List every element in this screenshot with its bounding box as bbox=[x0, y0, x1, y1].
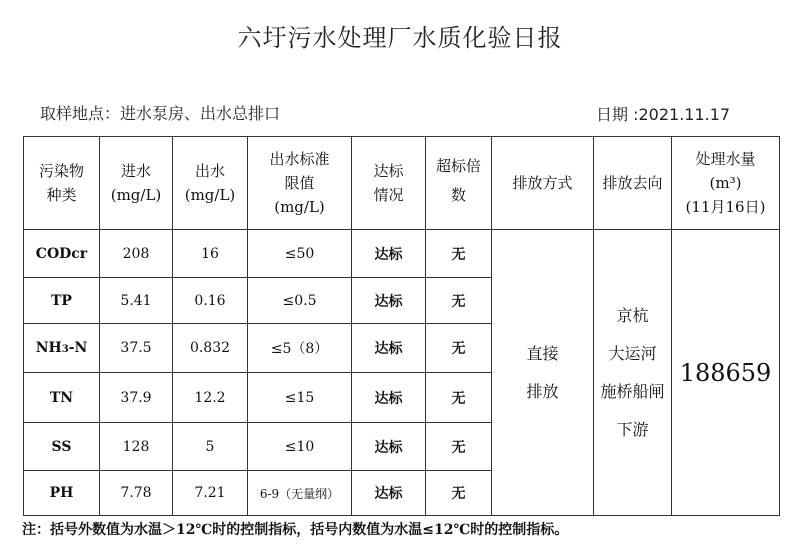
pollutant-name: CODcr bbox=[24, 230, 100, 278]
limit-value: ≤5（8） bbox=[248, 324, 352, 373]
report-date: 日期 :2021.11.17 bbox=[596, 105, 731, 124]
pollutant-name: TP bbox=[24, 278, 100, 324]
inflow-value: 128 bbox=[100, 423, 173, 471]
status-value: 达标 bbox=[352, 423, 426, 471]
sampling-location: 取样地点：进水泵房、出水总排口 bbox=[40, 104, 281, 123]
report-title: 六圩污水处理厂水质化验日报 bbox=[237, 24, 563, 52]
header-pollutant: 污染物 种类 bbox=[24, 137, 100, 230]
status-value: 达标 bbox=[352, 230, 426, 278]
header-exceed: 超标倍 数 bbox=[426, 137, 492, 230]
pollutant-name: PH bbox=[24, 471, 100, 516]
exceed-value: 无 bbox=[426, 278, 492, 324]
limit-value: ≤10 bbox=[248, 423, 352, 471]
outflow-value: 0.16 bbox=[173, 278, 248, 324]
outflow-value: 16 bbox=[173, 230, 248, 278]
header-status: 达标 情况 bbox=[352, 137, 426, 230]
pollutant-name: NH3-N bbox=[24, 324, 100, 373]
header-limit: 出水标准 限值 (mg/L) bbox=[248, 137, 352, 230]
exceed-value: 无 bbox=[426, 324, 492, 373]
limit-value: ≤0.5 bbox=[248, 278, 352, 324]
outflow-value: 5 bbox=[173, 423, 248, 471]
inflow-value: 7.78 bbox=[100, 471, 173, 516]
outflow-value: 0.832 bbox=[173, 324, 248, 373]
limit-value: ≤50 bbox=[248, 230, 352, 278]
pollutant-name: SS bbox=[24, 423, 100, 471]
inflow-value: 208 bbox=[100, 230, 173, 278]
status-value: 达标 bbox=[352, 373, 426, 423]
inflow-value: 37.9 bbox=[100, 373, 173, 423]
discharge-dest-cell: 京杭 大运河 施桥船闸 下游 bbox=[594, 230, 672, 516]
inflow-value: 5.41 bbox=[100, 278, 173, 324]
header-row bbox=[24, 137, 780, 230]
discharge-mode-cell: 直接 排放 bbox=[492, 230, 594, 516]
pollutant-name: TN bbox=[24, 373, 100, 423]
status-value: 达标 bbox=[352, 471, 426, 516]
outflow-value: 7.21 bbox=[173, 471, 248, 516]
header-outflow: 出水 (mg/L) bbox=[173, 137, 248, 230]
footnote: 注：括号外数值为水温＞12℃时的控制指标，括号内数值为水温≤12℃时的控制指标。 bbox=[22, 522, 569, 538]
inflow-value: 37.5 bbox=[100, 324, 173, 373]
limit-value: 6-9（无量纲） bbox=[248, 471, 352, 516]
header-volume: 处理水量 (m³) (11月16日) bbox=[672, 137, 780, 230]
header-discharge-dest: 排放去向 bbox=[594, 137, 672, 230]
volume-value: 188659 bbox=[672, 230, 780, 516]
exceed-value: 无 bbox=[426, 471, 492, 516]
outflow-value: 12.2 bbox=[173, 373, 248, 423]
water-quality-table bbox=[23, 136, 780, 516]
status-value: 达标 bbox=[352, 324, 426, 373]
exceed-value: 无 bbox=[426, 423, 492, 471]
header-inflow: 进水 (mg/L) bbox=[100, 137, 173, 230]
header-discharge-mode: 排放方式 bbox=[492, 137, 594, 230]
status-value: 达标 bbox=[352, 278, 426, 324]
exceed-value: 无 bbox=[426, 373, 492, 423]
limit-value: ≤15 bbox=[248, 373, 352, 423]
exceed-value: 无 bbox=[426, 230, 492, 278]
table-row bbox=[24, 230, 780, 278]
